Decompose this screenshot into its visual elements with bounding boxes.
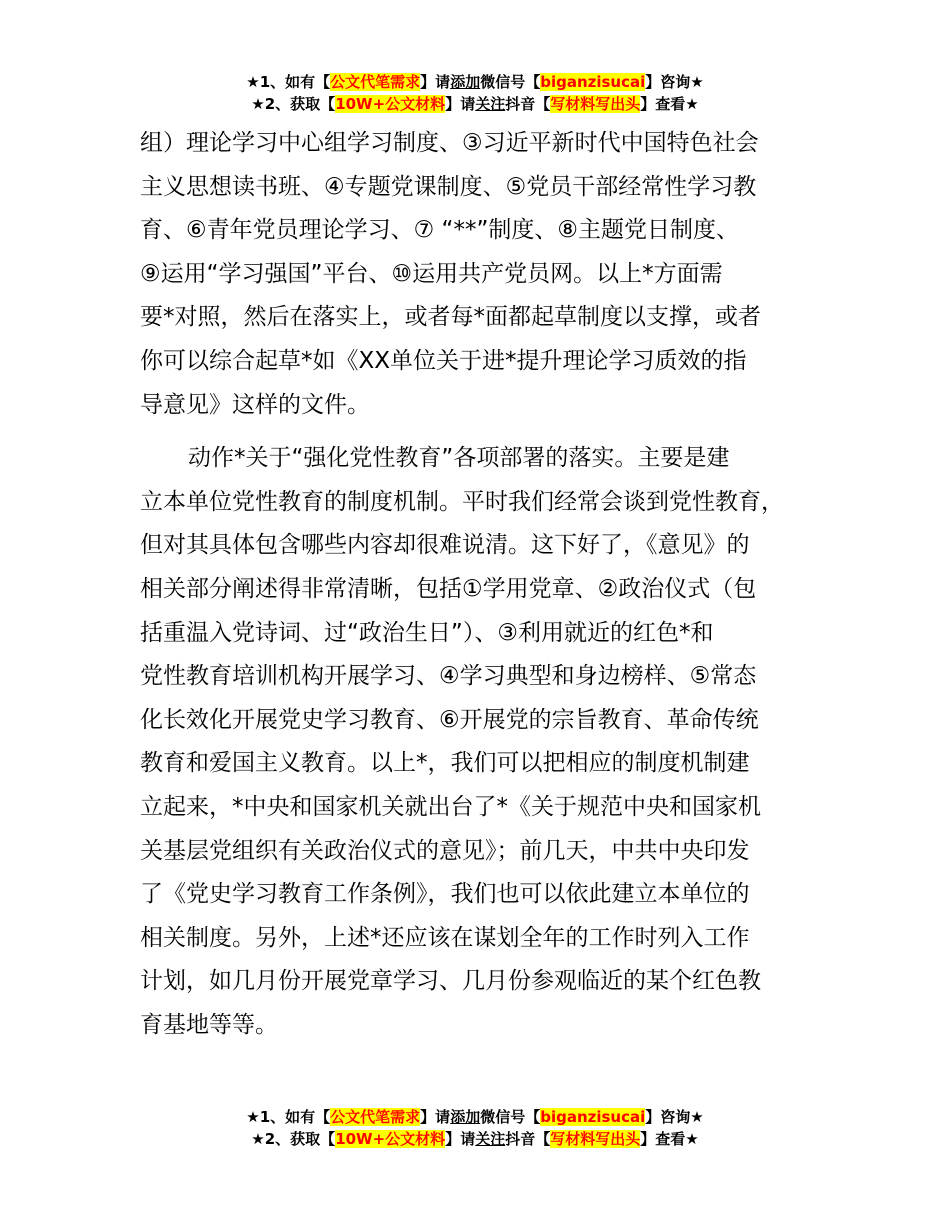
text-line: ⑨运用“学习强国”平台、⑩运用共产党员网。以上*方面需 <box>140 260 723 287</box>
banner-text: 】查看★ <box>640 1130 699 1148</box>
banner-line-2 <box>0 93 950 115</box>
text-line: 但对其具体包含哪些内容却很难说清。这下好了，《意见》的 <box>140 532 750 559</box>
text-line: 立本单位党性教育的制度机制。平时我们经常会谈到党性教育， <box>140 488 784 515</box>
text-line: 了《党史学习教育工作条例》，我们也可以依此建立本单位的 <box>140 881 750 908</box>
banner-line-1 <box>0 71 950 93</box>
text-line: 要*对照，然后在落实上，或者每*面都起草制度以支撑，或者 <box>140 304 761 331</box>
banner-highlight: 10W+公文材料 <box>335 1130 446 1148</box>
banner-text: 抖音【 <box>505 95 551 113</box>
text-line: 相关部分阐述得非常清晰，包括①学用党章、②政治仪式（包 <box>140 575 757 602</box>
banner-text: 】咨询★ <box>645 73 704 91</box>
banner-highlight: biganzisucai <box>540 1108 646 1126</box>
text-line: 化长效化开展党史学习教育、⑥开展党的宗旨教育、革命传统 <box>140 706 759 733</box>
text-line: 组）理论学习中心组学习制度、③习近平新时代中国特色社会 <box>140 130 759 156</box>
banner-line-2 <box>0 1128 950 1150</box>
text-line: 动作*关于“强化党性教育”各项部署的落实。主要是建 <box>188 445 730 472</box>
banner-text: 】请 <box>420 73 451 91</box>
banner-text: ★1、如有【 <box>246 1108 331 1126</box>
text-line: 你可以综合起草*如《XX单位关于进*提升理论学习质效的指 <box>140 347 747 374</box>
banner-line-1 <box>0 1106 950 1128</box>
banner-text: 】请 <box>445 1130 476 1148</box>
paragraph-1 <box>140 122 840 427</box>
banner-text: 】咨询★ <box>645 1108 704 1126</box>
text-line: 相关制度。另外，上述*还应该在谋划全年的工作时列入工作 <box>140 924 750 951</box>
text-line: 育、⑥青年党员理论学习、⑦ “**”制度、⑧主题党日制度、 <box>140 217 739 244</box>
header-banner <box>0 71 950 115</box>
footer-banner <box>0 1106 950 1150</box>
banner-highlight: biganzisucai <box>540 73 646 91</box>
banner-text: 】请 <box>445 95 476 113</box>
banner-text: 微信号【 <box>480 1108 541 1126</box>
banner-text: 抖音【 <box>505 1130 551 1148</box>
banner-text: 】查看★ <box>640 95 699 113</box>
banner-text: ★2、获取【 <box>251 95 336 113</box>
banner-text: 微信号【 <box>480 73 541 91</box>
text-line: 立起来，*中央和国家机关就出台了*《关于规范中央和国家机 <box>140 793 761 820</box>
banner-text: ★2、获取【 <box>251 1130 336 1148</box>
banner-underline: 关注 <box>475 95 506 113</box>
paragraph-2 <box>140 437 840 1047</box>
text-line: 导意见》这样的文件。 <box>140 391 370 418</box>
text-line: 主义思想读书班、④专题党课制度、⑤党员干部经常性学习教 <box>140 173 757 200</box>
banner-highlight: 写材料写出头 <box>550 95 641 113</box>
text-line: 党性教育培训机构开展学习、④学习典型和身边榜样、⑤常态 <box>140 663 757 690</box>
document-body <box>140 122 840 1047</box>
banner-underline: 添加 <box>450 73 481 91</box>
text-line: 教育和爱国主义教育。以上*，我们可以把相应的制度机制建 <box>140 750 750 777</box>
banner-highlight: 公文代笔需求 <box>330 73 421 91</box>
banner-text: 】请 <box>420 1108 451 1126</box>
banner-underline: 添加 <box>450 1108 481 1126</box>
text-line: 计划，如几月份开展党章学习、几月份参观临近的某个红色教 <box>140 968 761 995</box>
text-line: 关基层党组织有关政治仪式的意见》；前几天，中共中央印发 <box>140 837 750 864</box>
banner-underline: 关注 <box>475 1130 506 1148</box>
banner-highlight: 10W+公文材料 <box>335 95 446 113</box>
banner-text: ★1、如有【 <box>246 73 331 91</box>
text-line: 括重温入党诗词、过“政治生日”）、③利用就近的红色*和 <box>140 619 714 646</box>
banner-highlight: 写材料写出头 <box>550 1130 641 1148</box>
banner-highlight: 公文代笔需求 <box>330 1108 421 1126</box>
text-line: 育基地等等。 <box>140 1011 278 1038</box>
